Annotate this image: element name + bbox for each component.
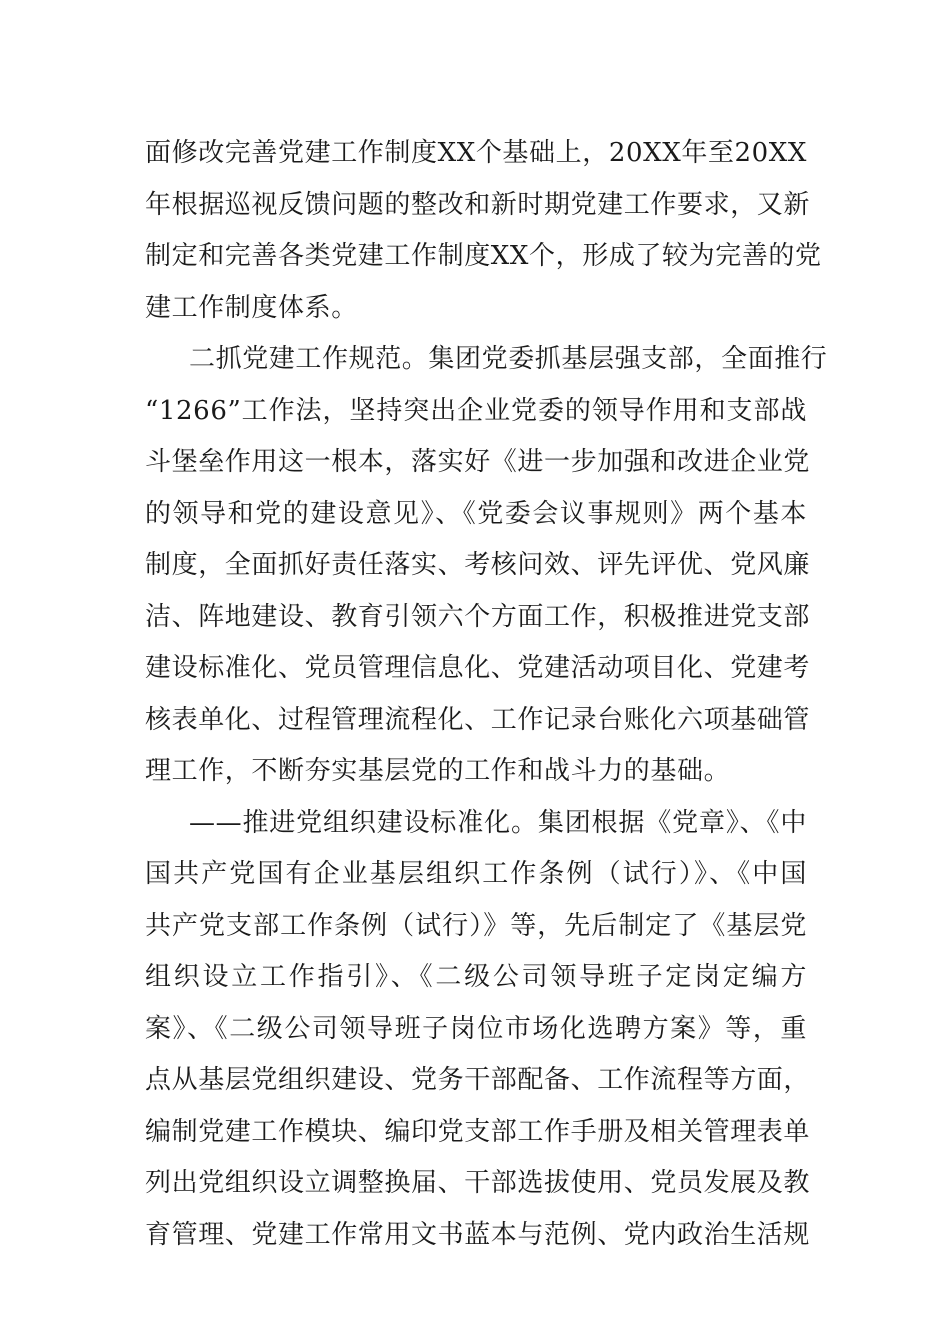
paragraph-start-line: ——推进党组织建设标准化。集团根据《党章》、《中 (189, 807, 807, 838)
text-line: 国共产党国有企业基层组织工作条例（试行）》、《中国 (145, 859, 807, 889)
text-line: 斗堡垒作用这一根本，落实好《进一步加强和改进企业党 (145, 447, 811, 477)
text-line: 理工作，不断夯实基层党的工作和战斗力的基础。 (145, 756, 731, 786)
text-line: 核表单化、过程管理流程化、工作记录台账化六项基础管 (145, 704, 811, 735)
body-text (145, 128, 828, 1261)
text-line: 共产党支部工作条例（试行）》等，先后制定了《基层党 (145, 910, 807, 941)
text-line: 育管理、党建工作常用文书蓝本与范例、党内政治生活规 (145, 1219, 811, 1250)
text-line: 制定和完善各类党建工作制度XX个，形成了较为完善的党 (145, 241, 822, 271)
text-line: 年根据巡视反馈问题的整改和新时期党建工作要求，又新 (145, 189, 811, 220)
text-line: 面修改完善党建工作制度XX个基础上，20XX年至20XX (145, 138, 808, 168)
text-line: 点从基层党组织建设、党务干部配备、工作流程等方面， (145, 1065, 811, 1095)
text-line: “1266”工作法，坚持突出企业党委的领导作用和支部战 (145, 395, 807, 426)
text-line: 案》、《二级公司领导班子岗位市场化选聘方案》等，重 (145, 1013, 807, 1044)
text-line: 编制党建工作模块、编印党支部工作手册及相关管理表单 (145, 1116, 811, 1147)
paragraph-start-line: 二抓党建工作规范。集团党委抓基层强支部，全面推行 (189, 344, 828, 374)
text-line: 列出党组织设立调整换届、干部选拔使用、党员发展及教 (145, 1168, 811, 1198)
text-line: 建工作制度体系。 (145, 292, 358, 323)
text-line: 组织设立工作指引》、《二级公司领导班子定岗定编方 (145, 962, 807, 992)
text-line: 建设标准化、党员管理信息化、党建活动项目化、党建考 (145, 653, 811, 683)
text-line: 洁、阵地建设、教育引领六个方面工作，积极推进党支部 (145, 601, 811, 632)
text-line: 的领导和党的建设意见》、《党委会议事规则》两个基本 (145, 498, 807, 529)
text-line: 制度，全面抓好责任落实、考核问效、评先评优、党风廉 (145, 550, 811, 580)
